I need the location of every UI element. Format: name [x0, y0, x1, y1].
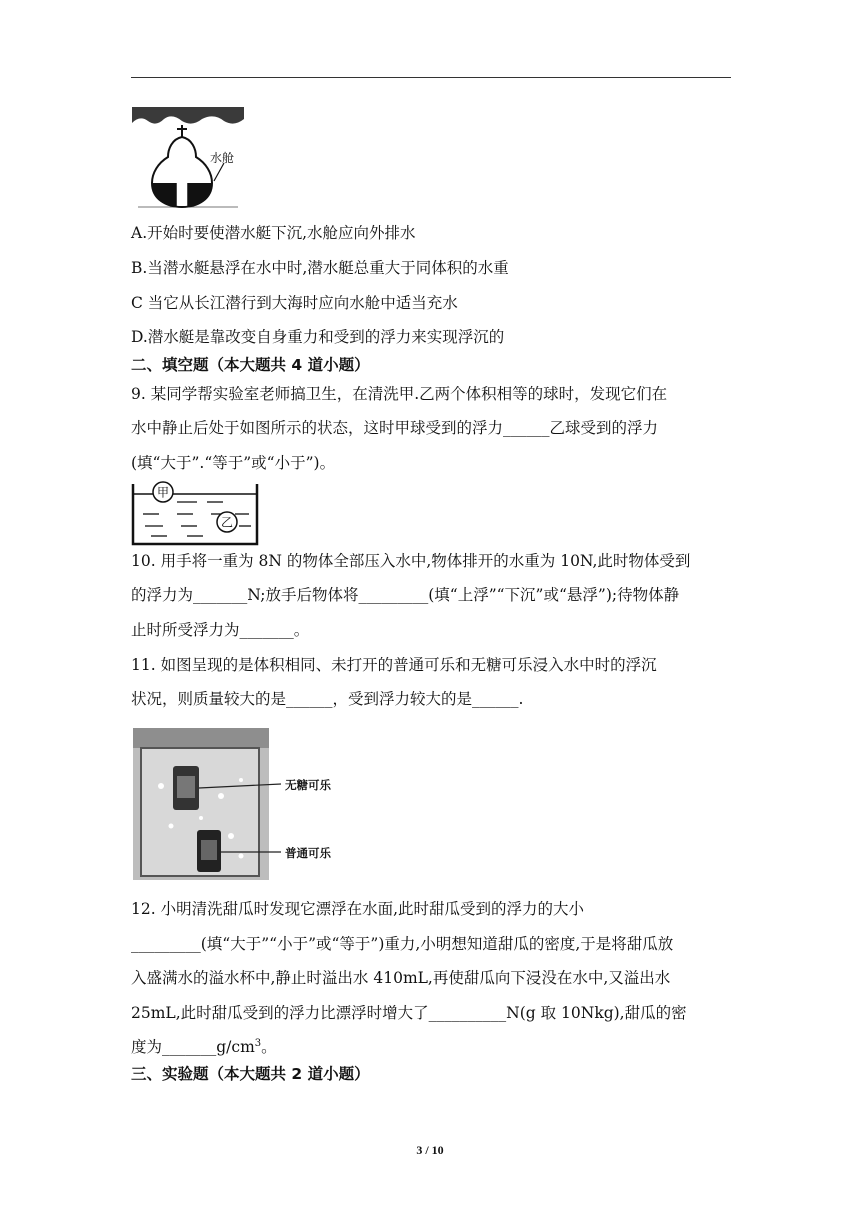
q9-line-1: 9. 某同学帮实验室老师搞卫生，在清洗甲.乙两个体积相等的球时，发现它们在	[131, 385, 668, 403]
diet-cola-label: 无糖可乐	[285, 778, 331, 792]
q12-line-1: 12. 小明清洗甜瓜时发现它漂浮在水面,此时甜瓜受到的浮力的大小	[131, 900, 585, 918]
q12-line-5-text: 度为_______g/cm	[131, 1038, 255, 1056]
q8-option-c: C 当它从长江潜行到大海时应向水舱中适当充水	[131, 294, 458, 312]
q10-line-3: 止时所受浮力为_______。	[131, 621, 310, 639]
q8-option-a: A.开始时要使潜水艇下沉,水舱应向外排水	[131, 224, 416, 242]
q10-line-1: 10. 用手将一重为 8N 的物体全部压入水中,物体排开的水重为 10N,此时物体受到	[131, 552, 691, 570]
q12-line-5	[131, 1037, 277, 1057]
q9-line-3: (填“大于”.“等于”或“小于”)。	[131, 454, 336, 472]
section-3-heading: 三、实验题（本大题共 2 道小题）	[131, 1065, 370, 1083]
section-2-heading: 二、填空题（本大题共 4 道小题）	[131, 356, 370, 374]
ball-b-label: 乙	[220, 515, 234, 530]
tank-label: 水舱	[210, 151, 235, 165]
q12-unit-superscript: 3	[254, 1037, 262, 1049]
q11-line-2: 状况，则质量较大的是______，受到浮力较大的是______.	[131, 690, 524, 708]
q8-option-b: B.当潜水艇悬浮在水中时,潜水艇总重大于同体积的水重	[131, 259, 509, 277]
q10-line-2: 的浮力为_______N;放手后物体将_________(填“上浮”“下沉”或“悬浮”);待物体静	[131, 586, 680, 604]
ball-a-label: 甲	[156, 485, 170, 500]
header-rule	[131, 77, 731, 78]
q12-line-3: 入盛满水的溢水杯中,静止时溢出水 410mL,再使甜瓜向下浸没在水中,又溢出水	[131, 969, 671, 987]
cola-figure	[131, 726, 353, 882]
page-number: 3 / 10	[416, 1143, 444, 1157]
regular-cola-label: 普通可乐	[285, 846, 331, 860]
q8-option-d: D.潜水艇是靠改变自身重力和受到的浮力来实现浮沉的	[131, 328, 505, 346]
q11-line-1: 11. 如图呈现的是体积相同、未打开的普通可乐和无糖可乐浸入水中时的浮沉	[131, 656, 657, 674]
q12-line-4: 25mL,此时甜瓜受到的浮力比漂浮时增大了__________N(g 取 10Nkg),甜瓜的密	[131, 1004, 687, 1022]
balls-figure	[131, 480, 259, 546]
q9-line-2: 水中静止后处于如图所示的状态，这时甲球受到的浮力______乙球受到的浮力	[131, 419, 659, 437]
q12-line-5-end: 。	[261, 1038, 277, 1056]
q12-line-2: _________(填“大于”“小于”或“等于”)重力,小明想知道甜瓜的密度,于是将甜瓜放	[131, 935, 674, 953]
submarine-figure	[132, 107, 244, 213]
